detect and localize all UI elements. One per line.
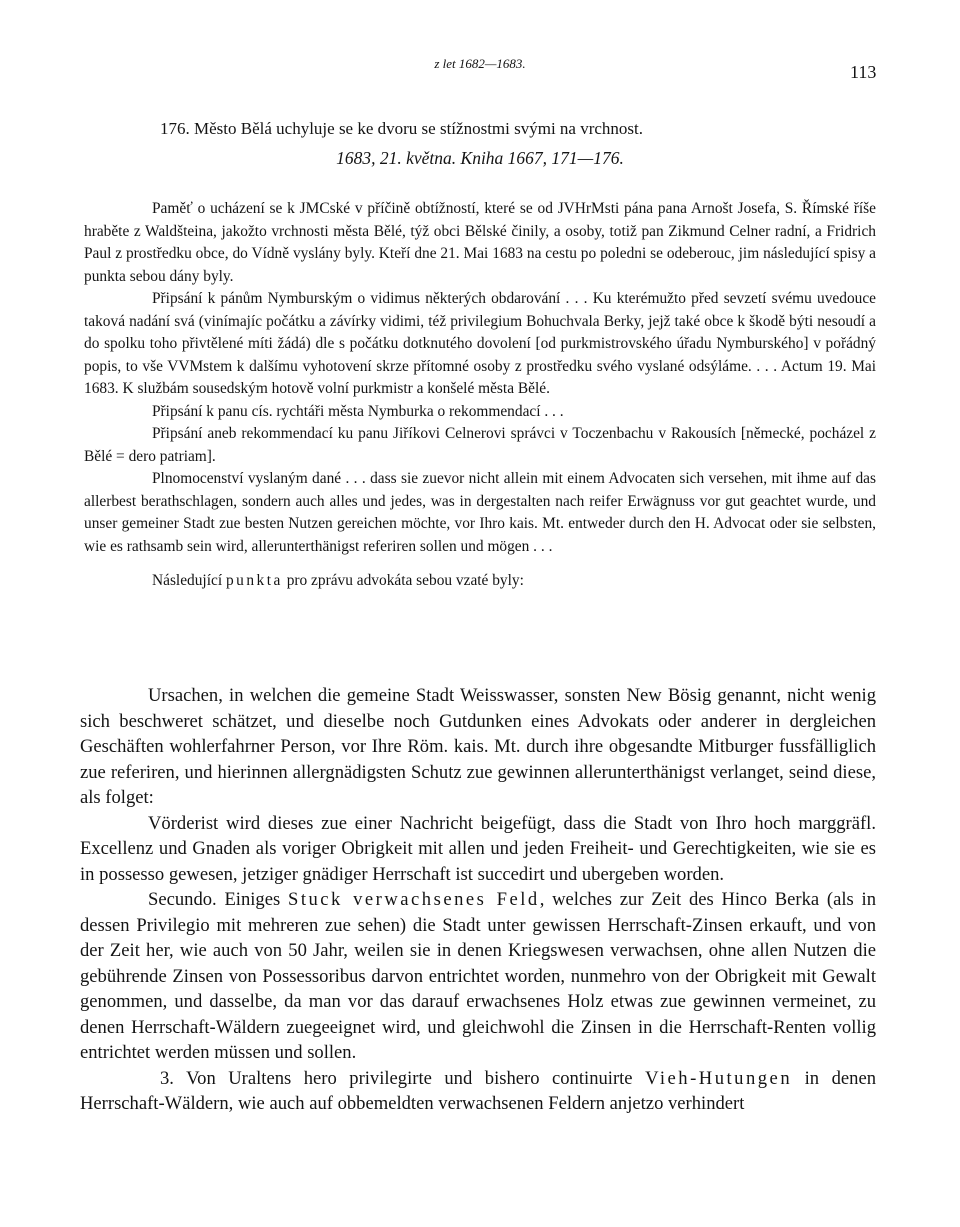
document-heading: 176. Město Bělá uchyluje se ke dvoru se stížnostmi svými na vrchnost. <box>160 119 644 138</box>
secundo-text: Secundo. Einiges <box>148 889 288 910</box>
page-number: 113 <box>850 62 877 82</box>
tertio-spaced: Vieh-Hutungen <box>645 1067 793 1089</box>
paragraph-punkta-intro <box>84 570 876 593</box>
document-date-source: 1683, 21. května. Kniha 1667, 171—176. <box>336 148 624 168</box>
running-head: z let 1682—1683. <box>434 56 526 71</box>
secundo-rest: , welches zur Zeit des Hinco Berka (als in dessen Privilegio mit mehreren zue sehen) die Stadt unter gewissen Herrschaft-Zinsen erkauft, und von der Zeit her, wie auch von 50 Jahr, weilen sie in denen Kriegswesen verwachsen, ohne allen Nutzen die gebührende Zinsen von Possessoribus darvon entrichtet worden, nunmehro von der Obrigkeit mit Gewalt genommen, und dasselbe, da man vor das darauf erwachsenes Holz etwas zue gewinnen vermeinet, zu denen Herrschaft-Wäldern zuegeeignet wird, und gleichwohl die Zinsen in die Herrschaft-Renten vollig entrichtet werden müssen und sollen. <box>80 889 876 1063</box>
czech-summary <box>84 198 876 593</box>
paragraph-recommendation: Připsání aneb rekommendací ku panu Jiříkovi Celnerovi správci v Toczenbachu v Rakousích [německé, pocházel z Bělé = dero patriam]. <box>84 425 876 465</box>
tertio-rest: in denen Herrschaft-Wäldern, wie auch auf obbemeldten verwachsenen Feldern anjetzo verhindert <box>80 1067 876 1114</box>
paragraph-ursachen: Ursachen, in welchen die gemeine Stadt Weisswasser, sonsten New Bösig genannt, nicht wenig sich beschweret schätzet, und dieselbe noch Gutdunken eines Advokats oder anderer in dergleichen Geschäften wohlerfahrner Person, vor Ihre Röm. kais. Mt. durch ihre obgesandte Mitburger fussfälliglich zue referiren, und hierinnen allergnädigsten Schutz zue gewinnen allerunterthänigst verlanget, seind diese, als folget: <box>80 685 876 808</box>
secundo-spaced: Stuck verwachsenes Feld <box>288 889 540 910</box>
paragraph-secundo <box>80 887 876 1066</box>
paragraph-memo: Paměť o ucházení se k JMCské v příčině obtížností, které se od JVHrMsti pána pana Arnošt Josefa, S. Římské říše hraběte z Waldšteina, jakožto vrchnosti města Bělé, týž obci Bělské činily, a osoby, totiž pan Zikmund Celner radní, a Fridrich Paul z prostředku obce, do Vídně vyslány byly. Kteří dne 21. Mai 1683 na cestu po poledni se odeberouc, jim následující spisy a punkta sebou dány byly. <box>84 200 876 285</box>
tertio-text: 3. Von Uraltens hero privilegirte und bishero continuirte <box>160 1067 646 1089</box>
punkta-intro-rest: pro zprávu advokáta sebou vzaté byly: <box>282 572 524 589</box>
paragraph-vidimus: Připsání k pánům Nymburským o vidimus některých obdarování . . . Ku kterémužto před sevzetí svému uvedouce taková nadání svá (vinímajíc počátku a závírky vidimi, též privilegium Bohuchvala Berky, jejž také obce k škodě býti nesoudí a do spolku toho přivtělené míti žádá) dle s počátku dotknutého dovolení [od purkmistrovského úřadu Nymburského] v pořádný popis, to vše VVMstem k dalšímu vyhotovení skrze přítomné osoby z prostředku svého vyslané odsýláme. . . . Actum 19. Mai 1683. K službám sousedským hotově volní purkmistr a konšelé města Bělé. <box>84 290 876 397</box>
punkta-intro-text: Následující <box>152 572 226 589</box>
paragraph-power-of-attorney: Plnomocenství vyslaným dané . . . dass sie zuevor nicht allein mit einem Advocaten sich versehen, mit ihme auf das allerbest berathschlagen, sondern auch alles und jedes, was in dergestalten nach reifer Erwägnuss vor gut geachtet wurde, und unser gemeiner Stadt zue besten Nutzen gereichen möchte, vor Ihro kais. Mt. entweder durch den H. Advocat oder sie selbsten, wie es rathsamb sein wird, allerunterthänigst referiren sollen und mögen . . . <box>84 470 876 555</box>
paragraph-vorderist: Vörderist wird dieses zue einer Nachricht beigefügt, dass die Stadt von Ihro hoch marggräfl. Excellenz und Gnaden als voriger Obrigkeit mit allen und jeden Freiheit- und Gerechtigkeiten, wie sie es in possesso gewesen, jetziger gnädiger Herrschaft ist succedirt und ubergeben worden. <box>80 812 876 885</box>
paragraph-rychtar: Připsání k panu cís. rychtáři města Nymburka o rekommendací . . . <box>152 402 564 420</box>
punkta-spaced: punkta <box>225 572 283 589</box>
paragraph-tertio <box>80 1066 876 1117</box>
german-text <box>80 683 876 1117</box>
